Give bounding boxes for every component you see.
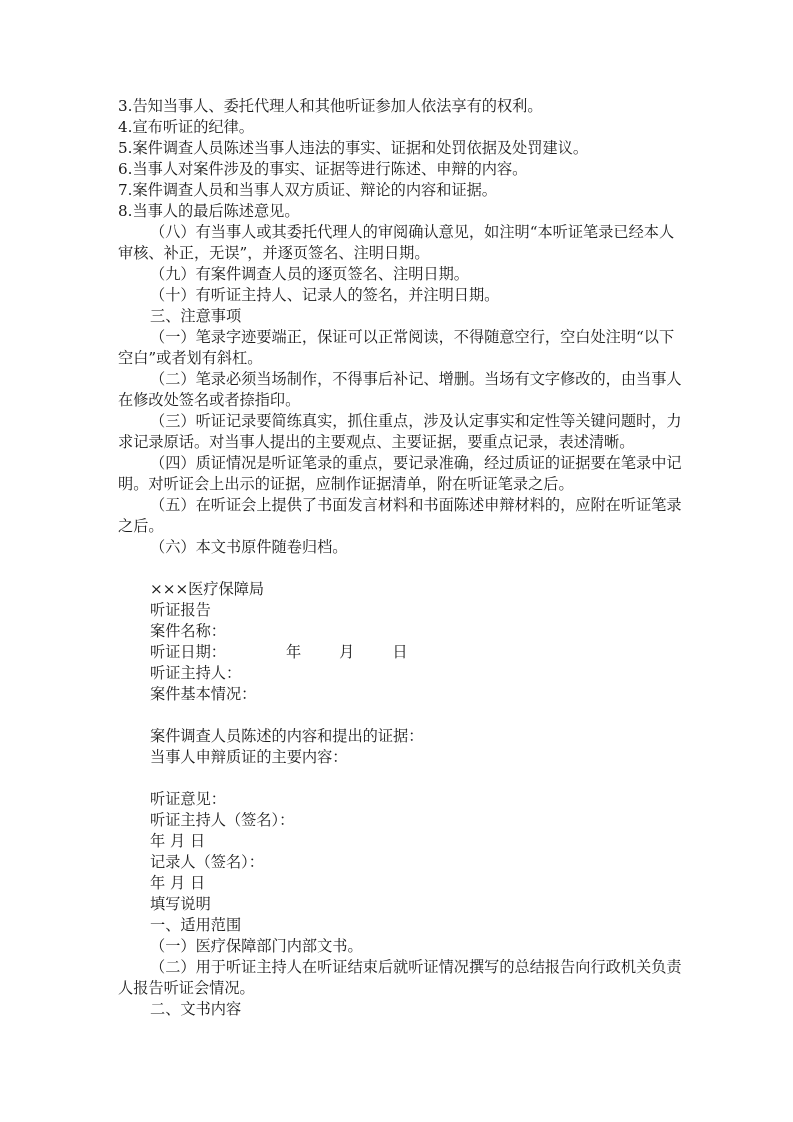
list-item: 3.告知当事人、委托代理人和其他听证参加人依法享有的权利。: [118, 97, 543, 115]
list-item: 4.宣布听证的纪律。: [118, 118, 254, 136]
note-item: （一）笔录字迹要端正，保证可以正常阅读，不得随意空行，空白处注明“以下空白”或者划有斜杠。: [118, 328, 675, 367]
record-item: （九）有案件调查人员的逐页签名、注明日期。: [150, 265, 469, 283]
date-month: 月: [339, 643, 355, 661]
host-sign-date: 年 月 日: [150, 832, 206, 850]
spacer: [118, 768, 688, 789]
host-field: 听证主持人：: [150, 664, 242, 682]
scope-heading: 一、适用范围: [150, 916, 242, 934]
content-heading: 二、文书内容: [150, 1000, 242, 1018]
party-field: 当事人申辩质证的主要内容：: [150, 748, 348, 766]
hearing-date-label: 听证日期：: [150, 643, 226, 661]
notes-heading: 三、注意事项: [150, 307, 242, 325]
report-title: 听证报告: [150, 601, 211, 619]
instructions-heading: 填写说明: [150, 895, 211, 913]
scope-item: （一）医疗保障部门内部文书。: [150, 937, 363, 955]
opinion-field: 听证意见：: [150, 790, 226, 808]
scope-item: （二）用于听证主持人在听证结束后就听证情况撰写的总结报告向行政机关负责人报告听证会情况。: [118, 958, 682, 997]
investigator-field: 案件调查人员陈述的内容和提出的证据：: [150, 727, 424, 745]
date-year: 年: [285, 643, 302, 661]
case-basic-field: 案件基本情况：: [150, 685, 257, 703]
spacer: [118, 558, 688, 579]
recorder-sign-date: 年 月 日: [150, 874, 206, 892]
hearing-date-field: [118, 642, 688, 663]
note-item: （二）笔录必须当场制作，不得事后补记、增删。当场有文字修改的，由当事人在修改处签名或者捺指印。: [118, 370, 682, 409]
recorder-sign-field: 记录人（签名）：: [150, 853, 264, 871]
record-item: （十）有听证主持人、记录人的签名，并注明日期。: [150, 286, 500, 304]
document-body: [118, 96, 688, 1020]
note-item: （四）质证情况是听证笔录的重点，要记录准确，经过质证的证据要在笔录中记明。对听证会上出示的证据，应制作证据清单，附在听证笔录之后。: [118, 454, 682, 493]
list-item: 5.案件调查人员陈述当事人违法的事实、证据和处罚依据及处罚建议。: [118, 139, 589, 157]
case-name-field: 案件名称：: [150, 622, 226, 640]
list-item: 6.当事人对案件涉及的事实、证据等进行陈述、申辩的内容。: [118, 160, 528, 178]
report-agency: ×××医疗保障局: [150, 580, 265, 598]
note-item: （三）听证记录要简练真实，抓住重点，涉及认定事实和定性等关键问题时，力求记录原话。对当事人提出的主要观点、主要证据，要重点记录，表述清晰。: [118, 412, 682, 451]
note-item: （五）在听证会上提供了书面发言材料和书面陈述申辩材料的，应附在听证笔录之后。: [118, 496, 682, 535]
spacer: [118, 705, 688, 726]
list-item: 7.案件调查人员和当事人双方质证、辩论的内容和证据。: [118, 181, 497, 199]
note-item: （六）本文书原件随卷归档。: [150, 538, 348, 556]
list-item: 8.当事人的最后陈述意见。: [118, 202, 300, 220]
date-day: 日: [392, 643, 408, 661]
host-sign-field: 听证主持人（签名）：: [150, 811, 295, 829]
record-item: （八）有当事人或其委托代理人的审阅确认意见，如注明“本听证笔录已经本人审核、补正，无误”，并逐页签名、注明日期。: [118, 223, 675, 262]
